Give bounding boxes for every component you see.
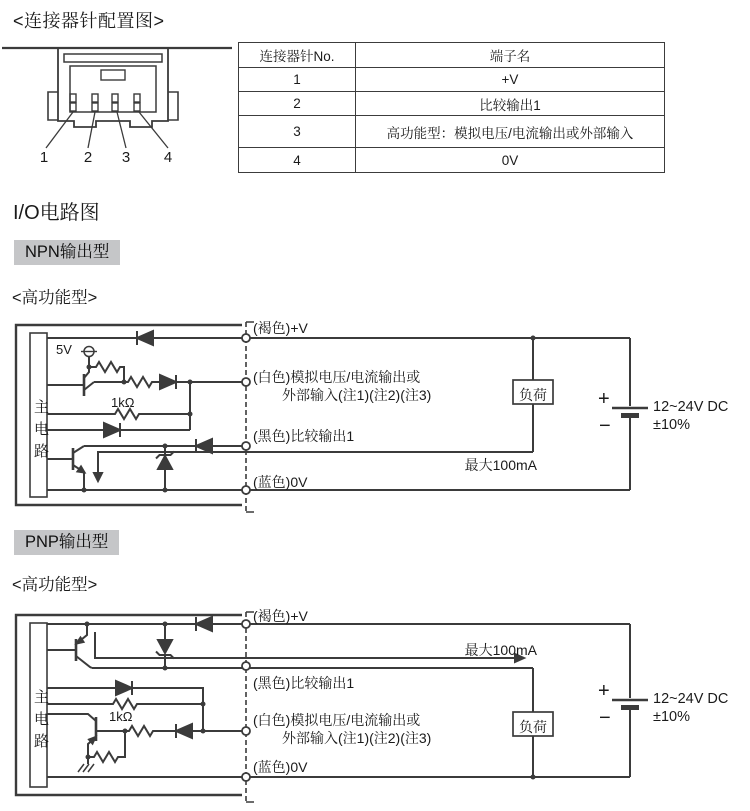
- pin-number-3: 3: [121, 149, 131, 166]
- pnp-emitter-resistor-icon: [88, 731, 125, 762]
- npn-diode-icon: [104, 423, 120, 437]
- pin-name-cell: 比较输出1: [356, 92, 665, 116]
- npn-black-wire-label: (黑色)比较输出1: [253, 428, 355, 444]
- npn-battery-icon: [612, 408, 648, 416]
- pnp-diode-icon: [176, 724, 192, 738]
- terminal-circle: [242, 378, 250, 386]
- table-row: [239, 116, 665, 148]
- npn-blue-wire-label: (蓝色)0V: [253, 474, 308, 490]
- pnp-main-circuit-label: 主电路: [32, 689, 49, 755]
- pnp-zener-diode-icon: [156, 624, 174, 668]
- pnp-max-current-label: 最大100mA: [464, 642, 537, 658]
- npn-subtype-label: <高功能型>: [12, 289, 98, 307]
- terminal-circle: [242, 727, 250, 735]
- npn-supply-voltage-label: 12~24V DC: [653, 399, 729, 415]
- pin-no-cell: 1: [239, 68, 356, 92]
- npn-plus-sign: +: [598, 388, 610, 410]
- pnp-diode-icon: [116, 681, 132, 695]
- npn-main-circuit-label: 主电路: [32, 399, 49, 465]
- npn-supply-tolerance-label: ±10%: [653, 417, 690, 433]
- npn-type-badge: NPN输出型: [14, 240, 120, 265]
- pnp-subtype-label: <高功能型>: [12, 576, 98, 594]
- pin-leader-lines: [46, 112, 168, 148]
- pnp-white-wire-label: (白色)模拟电压/电流输出或: [253, 712, 421, 728]
- pnp-plus-sign: +: [598, 680, 610, 702]
- pnp-output-transistor-icon: [47, 624, 92, 668]
- pnp-1k-label: 1kΩ: [109, 709, 133, 724]
- pnp-ground-icon: [78, 757, 94, 772]
- table-row: [239, 68, 665, 92]
- pin-number-1: 1: [39, 149, 49, 166]
- pin-name-cell: 高功能型：模拟电压/电流输出或外部输入: [356, 116, 665, 148]
- pin-no-cell: 4: [239, 148, 356, 173]
- npn-circuit-diagram: [0, 315, 750, 515]
- pnp-supply-voltage-label: 12~24V DC: [653, 691, 729, 707]
- npn-protection-diode-icon: [137, 331, 153, 345]
- connector-pins: [70, 94, 140, 111]
- pnp-white-wire-label-2: 外部输入(注1)(注2)(注3): [282, 730, 432, 746]
- pin-table-header-no: 连接器针No.: [239, 43, 356, 68]
- connector-section-title: <连接器针配置图>: [13, 11, 165, 31]
- pnp-minus-sign: −: [599, 707, 611, 729]
- table-row: [239, 148, 665, 173]
- pin-no-cell: 2: [239, 92, 356, 116]
- pin-no-cell: 3: [239, 116, 356, 148]
- connector-right-tab: [168, 92, 178, 120]
- connector-left-tab: [48, 92, 58, 120]
- npn-white-wire-label-2: 外部输入(注1)(注2)(注3): [282, 387, 432, 403]
- pnp-battery-icon: [612, 700, 648, 708]
- table-row: [239, 92, 665, 116]
- npn-minus-sign: −: [599, 415, 611, 437]
- pnp-protection-diode-icon: [196, 617, 212, 631]
- npn-5v-source-icon: [81, 347, 97, 368]
- pnp-circuit-diagram: [0, 608, 750, 808]
- npn-load-label: 负荷: [519, 387, 547, 403]
- npn-max-current-label: 最大100mA: [464, 457, 537, 473]
- io-section-title: I/O电路图: [13, 202, 100, 224]
- npn-5v-label: 5V: [56, 342, 72, 357]
- connector-key-notch: [101, 70, 125, 80]
- npn-brown-wire-label: (褐色)+V: [253, 320, 308, 336]
- npn-upper-transistor-icon: [47, 367, 94, 396]
- npn-diode-icon: [160, 375, 176, 389]
- npn-output-transistor-icon: [47, 446, 85, 490]
- pin-table-header-row: [239, 43, 665, 68]
- connector-inner-body: [70, 66, 156, 112]
- npn-white-wire-label: (白色)模拟电压/电流输出或: [253, 369, 421, 385]
- npn-output-diode-icon: [196, 439, 212, 453]
- pin-name-cell: +V: [356, 68, 665, 92]
- connector-top-bar: [64, 54, 162, 62]
- terminal-circle: [242, 773, 250, 781]
- pnp-1k-resistor-icon: [47, 699, 203, 709]
- pnp-supply-tolerance-label: ±10%: [653, 709, 690, 725]
- terminal-circle: [242, 620, 250, 628]
- npn-1k-label: 1kΩ: [111, 395, 135, 410]
- pin-table-header-name: 端子名: [356, 43, 665, 68]
- terminal-circle: [242, 486, 250, 494]
- terminal-circle: [242, 334, 250, 342]
- terminal-circle: [242, 442, 250, 450]
- npn-resistor-icon: [89, 362, 124, 382]
- pnp-blue-wire-label: (蓝色)0V: [253, 759, 308, 775]
- pnp-black-wire-label: (黑色)比较输出1: [253, 675, 355, 691]
- pin-number-2: 2: [83, 149, 93, 166]
- connector-housing: [58, 48, 168, 127]
- npn-current-arrow-icon: [94, 473, 102, 481]
- pin-number-4: 4: [163, 149, 173, 166]
- terminal-circle: [242, 662, 250, 670]
- pin-table: [238, 42, 665, 173]
- pin-name-cell: 0V: [356, 148, 665, 173]
- pnp-type-badge: PNP输出型: [14, 530, 119, 555]
- pnp-brown-wire-label: (褐色)+V: [253, 608, 308, 624]
- pnp-load-label: 负荷: [519, 719, 547, 735]
